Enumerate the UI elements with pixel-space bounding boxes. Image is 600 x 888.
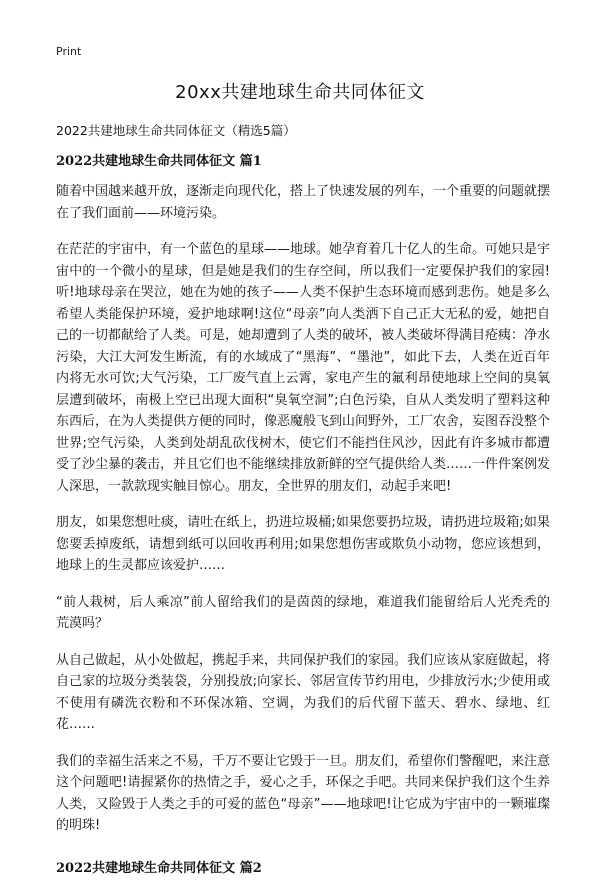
paragraph: 从自己做起，从小处做起，携起手来，共同保护我们的家园。我们应该从家庭做起，将自己家的垃圾分类装袋，分别投放;向家长、邻居宣传节约用电，少排放污水;少使用或不使用有磷洗衣粉和不环保冰箱、空调，为我们的后代留下蓝天、碧水、绿地、红花…… [56, 652, 551, 732]
document-subtitle: 2022共建地球生命共同体征文（精选5篇） [56, 123, 296, 138]
section-heading-2: 2022共建地球生命共同体征文 篇2 [56, 860, 262, 876]
paragraph: 在茫茫的宇宙中，有一个蓝色的星球——地球。她孕育着几十亿人的生命。可她只是宇宙中的一个微小的星球，但是她是我们的生存空间，所以我们一定要保护我们的家园!听!地球母亲在哭泣，她在为她的孩子——人类不保护生态环境而感到悲伤。她是多么希望人类能保护环境，爱护地球啊!这位“母亲”向人类洒下自己正大无私的爱，她把自己的一切都献给了人类。可是，她却遭到了人类的破坏，被人类破坏得满目疮痍：净水污染，大江大河发生断流，有的水域成了“黑海”、“墨池”，如此下去，人类在近百年内将无水可饮;大气污染，工厂废气直上云霄，家电产生的氟利昂使地球上空间的臭氧层遭到破坏，南极上空已出现大面积“臭氧空洞”;白色污染，自从人类发明了塑料这种东西后，在为人类提供方便的同时，像恶魔般飞到山间野外，工厂农舍，妄图吞没整个世界;空气污染，人类到处胡乱砍伐树木，使它们不能挡住风沙，因此有许多城市都遭受了沙尘暴的袭击，并且它们也不能继续排放新鲜的空气提供给人类……一件件案例发人深思，一款款现实触目惊心。朋友，全世界的朋友们，动起手来吧! [56, 242, 551, 494]
print-link[interactable]: Print [56, 45, 82, 58]
paragraph: “前人栽树，后人乘凉”前人留给我们的是茵茵的绿地，难道我们能留给后人光秃秃的荒漠吗？ [56, 594, 550, 631]
section-heading-1: 2022共建地球生命共同体征文 篇1 [56, 154, 262, 169]
paragraph: 随着中国越来越开放，逐渐走向现代化，搭上了快速发展的列车，一个重要的问题就摆在了我们面前——环境污染。 [56, 184, 551, 221]
document-title: 20xx共建地球生命共同体征文 [175, 82, 425, 103]
paragraph: 我们的幸福生活来之不易，千万不要让它毁于一旦。朋友们，希望你们警醒吧，来注意这个问题吧!请握紧你的热情之手，爱心之手，环保之手吧。共同来保护我们这个生养人类，又险毁于人类之手的可爱的蓝色“母亲”——地球吧!让它成为宇宙中的一颗璀璨的明珠! [56, 753, 551, 833]
article-content [56, 150, 550, 888]
paragraph: 朋友，如果您想吐痰，请吐在纸上，扔进垃圾桶;如果您要扔垃圾，请扔进垃圾箱;如果您要丢掉废纸，请想到纸可以回收再利用;如果您想伤害或欺负小动物，您应该想到，地球上的生灵都应该爱护…… [56, 515, 550, 573]
